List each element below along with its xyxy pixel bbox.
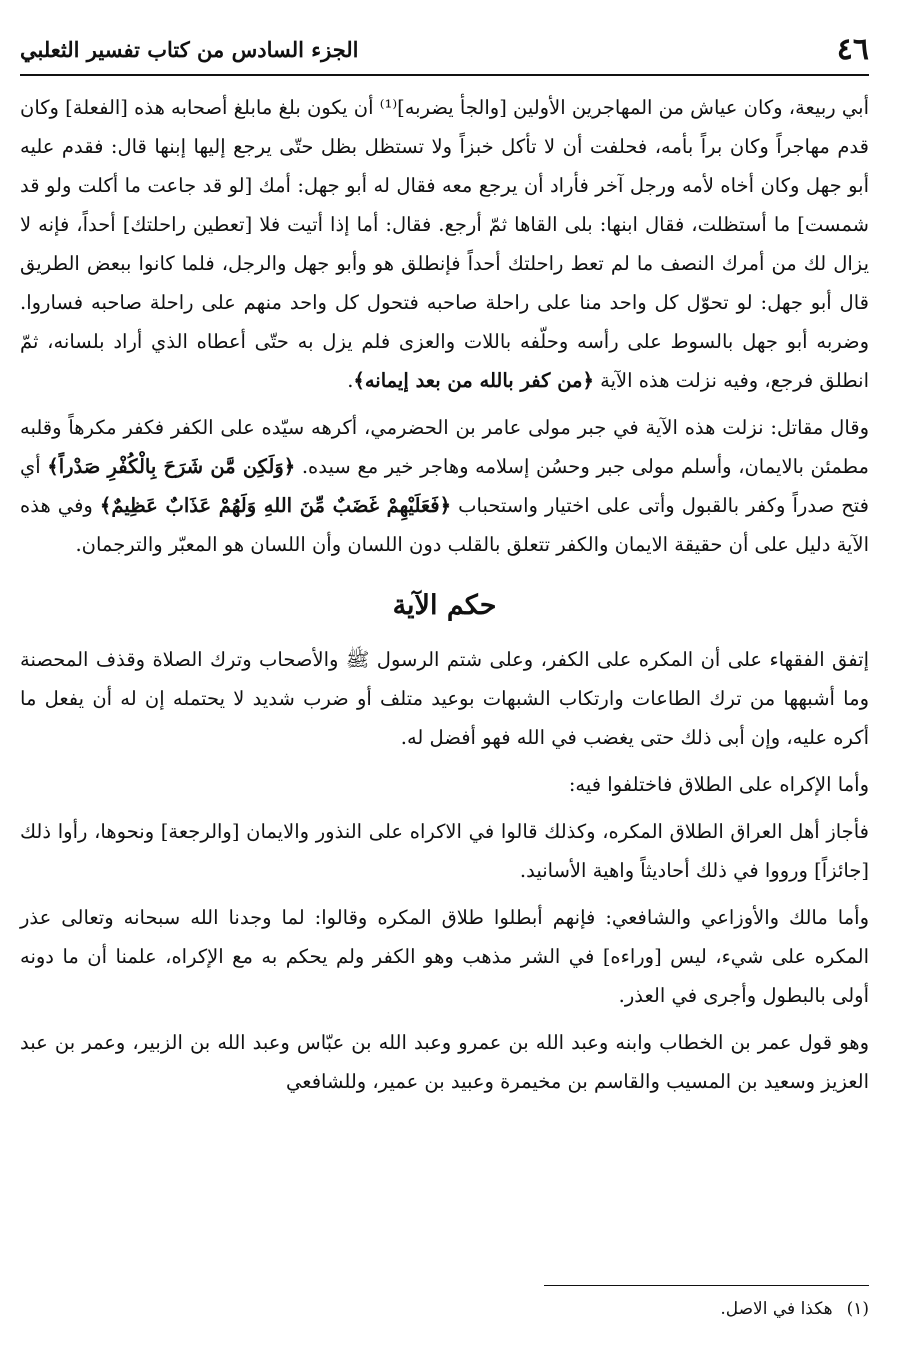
footnote-number: (١) — [846, 1299, 869, 1319]
section-paragraph: فأجاز أهل العراق الطلاق المكره، وكذلك قالوا في الاكراه على النذور والايمان [والرجعة] ونحوها، رأوا ذلك [جائزاً] ورووا في ذلك أحاديثاً واهية الأسانيد. — [20, 820, 869, 882]
text-segment: . — [347, 369, 354, 392]
page-number: ٤٦ — [836, 32, 869, 67]
section-paragraph: وهو قول عمر بن الخطاب وابنه وعبد الله بن عمرو وعبد الله بن عبّاس وعبد الله بن الزبير، وعمر بن عبد العزيز وسعيد بن المسيب والقاسم بن مخيمرة وعبيد بن عمير، وللشافعي — [20, 1031, 869, 1093]
text-segment: أي فتح صدراً وكفر بالقبول وأتى على اختيار واستحباب — [20, 455, 870, 517]
text-segment: وقال مقاتل: نزلت هذه الآية في جبر مولى عامر بن الحضرمي، أكرهه سيّده على الكفر فكفر مكرهاً وقلبه مطمئن بالايمان، وأسلم مولى جبر وحسُن إسلامه وهاجر خير مع سيده. — [20, 416, 869, 478]
section-title: حكم الآية — [392, 590, 497, 621]
page-header — [20, 28, 869, 72]
page-body — [20, 88, 869, 1109]
running-title: الجزء السادس من كتاب تفسير الثعلبي — [20, 37, 359, 62]
section-paragraph: وأما مالك والأوزاعي والشافعي: فإنهم أبطلوا طلاق المكره وقالوا: لما وجدنا الله سبحانه وتعالى عذر المكره على شيء، ليس [وراءه] في الشر مذهب وهو الكفر ولم يحكم به مع الإكراه، علمنا أن ما دونه أولى بالبطول وأجرى في العذر. — [20, 906, 869, 1007]
paragraph-2 — [20, 408, 869, 564]
footnote-rule — [544, 1285, 869, 1286]
footnote-text: هكذا في الاصل. — [720, 1299, 833, 1319]
text-segment: وفي هذه الآية دليل على أن حقيقة الايمان والكفر تتعلق بالقلب دون اللسان وأن اللسان هو المعبّر والترجمان. — [20, 494, 869, 556]
section-paragraph: إتفق الفقهاء على أن المكره على الكفر، وعلى شتم الرسول ﷺ والأصحاب وترك الصلاة وقذف المحصنة وما أشبهها من ترك الطاعات وارتكاب الشبهات بوعيد متلف أو ضرب شديد لا يحتمله إن له أن يفعل ما أكره عليه، وإن أبى ذلك حتى يغضب في الله فهو أفضل له. — [20, 648, 869, 749]
paragraph-1 — [20, 88, 869, 400]
section-paragraph: وأما الإكراه على الطلاق فاختلفوا فيه: — [568, 773, 869, 796]
quran-verse: ﴿فَعَلَيْهِمْ غَضَبٌ مِّنَ اللهِ وَلَهُمْ عَذَابٌ عَظِيمٌ﴾ — [99, 494, 452, 517]
header-rule — [20, 74, 869, 76]
quran-verse: ﴿من كفر بالله من بعد إيمانه﴾ — [353, 369, 594, 392]
footnote — [20, 1296, 869, 1322]
text-segment: أبي ربيعة، وكان عياش من المهاجرين الأولين [والجأ يضربه]⁽¹⁾ أن يكون بلغ مابلغ أصحابه هذه [الفعلة] وكان قدم مهاجراً وكان براً بأمه، فحلفت أن لا تأكل خبزاً ولا تستظل بظل حتّى يرجع إليها إبنها قال: فقدم عليه أبو جهل وكان أخاه لأمه ورجل آخر فأراد أن يرجع معه فقال له أبو جهل: أمك [لو قد جاعت ما أكلت ولو قد شمست] ما أستظلت، فقال ابنها: بلى القاها ثمّ أرجع. فقال: أما إذا أتيت فلا [تعطين راحلتك] أحداً، فإنه لا يزال لك من أمرك النصف ما لم تعط راحلتك أحداً فإنطلق هو وأبو جهل والرجل، فلما كانوا ببعض الطريق قال أبو جهل: لو تحوّل كل واحد منا على راحلة صاحبه فتحول كل واحد منهم على راحلة صاحبه فساروا. وضربه أبو جهل بالسوط على رأسه وحلّفه باللات والعزى فلم يزل به حتّى أعطاه الذي أراد بلسانه، ثمّ انطلق فرجع، وفيه نزلت هذه الآية — [20, 96, 869, 392]
quran-verse: ﴿وَلَكِن مَّن شَرَحَ بِالْكُفْرِ صَدْراً﴾ — [47, 455, 296, 478]
